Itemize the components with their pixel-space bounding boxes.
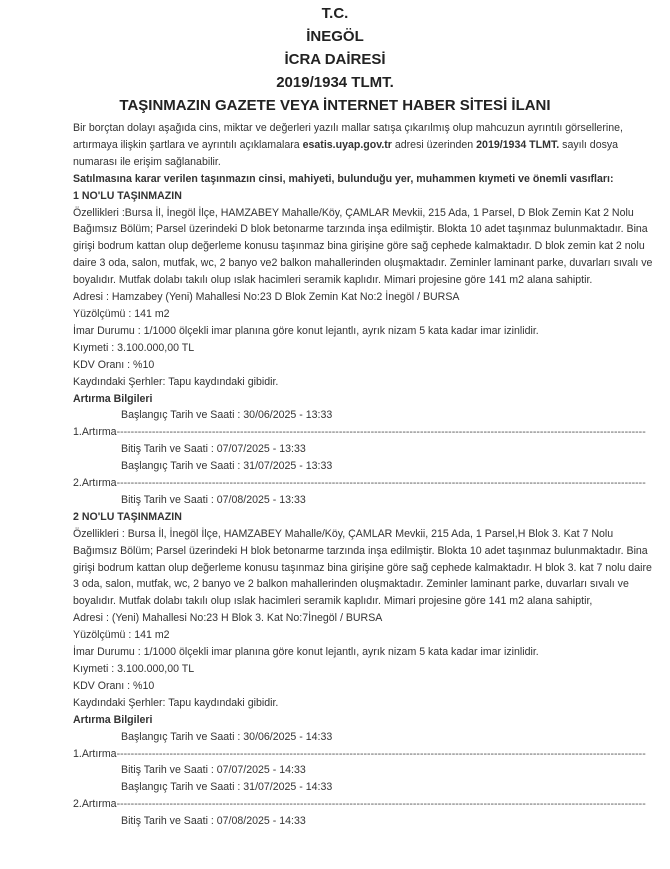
auction-2-label: 2.Artırma [73,477,117,490]
property-annotations: Kaydındaki Şerhler: Tapu kaydındaki gibidir. [73,696,279,709]
intro-text-after: sayılı dosya numarası ile erişim sağlanabilir. [73,138,619,168]
auction-1-label: 1.Artırma [73,426,117,439]
auction-2-start: Başlangıç Tarih ve Saati : 31/07/2025 - 14:33 [121,781,333,794]
auction-1-label-row [73,424,653,441]
auction-2-end: Bitiş Tarih ve Saati : 07/08/2025 - 14:33 [121,815,306,828]
header-line-icra-dairesi: İCRA DAİRESİ [284,51,386,68]
announcement-body [73,120,653,830]
dash-separator: ------------------------------------------------------------------------------------------------------------------------------------------------------ [116,426,646,439]
property-features: Özellikleri : Bursa İl, İnegöl İlçe, HAMZABEY Mahalle/Köy, ÇAMLAR Mevkii, 215 Ada, 1 Parsel,H Blok 3. Kat 7 Nolu Bağımsız Bölüm; Parsel üzerindeki H blok betonarme tarzında inşa edilmiştir. Blokta 10 adet taşınmaz bulunmaktadır. Bina girişi bodrum kattan olup değerleme konusu taşınmaz bina girişine göre sağ cephede kalmaktadır. H blok 3. kat 7 nolu daire 3 oda, salon, mutfak, wc, 2 banyo ve 2 balkon mahallerinden oluşmaktadır. Zeminler laminant parke, duvarları sıvalı ve boyalıdır. Mutfak dolabı takılı olup ıslak hacimleri seramik kaplıdır. Mimari projesine göre 141 m2 alana sahiptir, [73,527,652,608]
dash-separator: ------------------------------------------------------------------------------------------------------------------------------------------------------ [116,477,646,490]
auction-1-label: 1.Artırma [73,747,117,760]
intro-paragraph [73,120,653,171]
property-features: Özellikleri :Bursa İl, İnegöl İlçe, HAMZABEY Mahalle/Köy, ÇAMLAR Mevkii, 215 Ada, 1 Parsel, D Blok Zemin Kat 2 Nolu Bağımsız Bölüm; Parsel üzerindeki D blok betonarme tarzında inşa edilmiştir. Blokta 10 adet taşınmaz bulunmaktadır. Bina girişi bodrum kattan olup değerleme konusu taşınmaz bina girişine göre sağ cephede kalmaktadır. D blok zemin kat 2 nolu daire 3 oda, salon, mutfak, wc, 2 banyo ve2 balkon mahallerinden oluşmaktadır. Zeminler laminant parke, duvarları sıvalı ve boyalıdır. Mutfak dolabı takılı olup ıslak hacimleri seramik kaplıdır. Mimari projesine göre 141 m2 alana sahiptir. [73,206,653,287]
intro-text-mid: adresi üzerinden [394,138,474,151]
auction-info-title: Artırma Bilgileri [73,713,153,726]
property-title: 1 NO'LU TAŞINMAZIN [73,189,182,202]
property-vat: KDV Oranı : %10 [73,358,155,371]
property-address: Adresi : Hamzabey (Yeni) Mahallesi No:23 D Blok Zemin Kat No:2 İnegöl / BURSA [73,291,460,304]
auction-2-label-row [73,796,653,813]
header-file-number: 2019/1934 TLMT. [276,74,394,91]
property-zoning: İmar Durumu : 1/1000 ölçekli imar planına göre konut lejantlı, ayrık nizam 5 kata kadar imar izinlidir. [73,646,539,659]
intro-text-before: Bir borçtan dolayı aşağıda cins, miktar ve değerleri yazılı mallar satışa çıkarılmış olup mahcuzun ayrıntılı görsellerine, artırmaya ilişkin şartlara ve ayrıntılı açıklamalara [73,122,623,151]
auction-2-end: Bitiş Tarih ve Saati : 07/08/2025 - 13:33 [121,493,306,506]
intro-site-link[interactable]: esatis.uyap.gov.tr [302,138,392,151]
property-area: Yüzölçümü : 141 m2 [73,629,170,642]
property-zoning: İmar Durumu : 1/1000 ölçekli imar planına göre konut lejantlı, ayrık nizam 5 kata kadar imar izinlidir. [73,324,539,337]
auction-2-start: Başlangıç Tarih ve Saati : 31/07/2025 - 13:33 [121,460,333,473]
property-value: Kıymeti : 3.100.000,00 TL [73,663,195,675]
section-title: Satılmasına karar verilen taşınmazın cinsi, mahiyeti, bulunduğu yer, muhammen kıymeti ve önemli vasıfları: [73,172,614,185]
auction-1-start: Başlangıç Tarih ve Saati : 30/06/2025 - 14:33 [121,730,333,743]
dash-separator: ------------------------------------------------------------------------------------------------------------------------------------------------------ [116,798,646,811]
intro-file-ref: 2019/1934 TLMT. [476,138,560,151]
property-value: Kıymeti : 3.100.000,00 TL [73,341,195,354]
auction-1-end: Bitiş Tarih ve Saati : 07/07/2025 - 13:33 [121,443,306,456]
auction-2-label-row [73,475,653,492]
auction-1-end: Bitiş Tarih ve Saati : 07/07/2025 - 14:33 [121,764,306,777]
dash-separator: ------------------------------------------------------------------------------------------------------------------------------------------------------ [116,747,646,760]
property-block-2 [73,509,653,830]
page-title: TAŞINMAZIN GAZETE VEYA İNTERNET HABER SİTESİ İLANI [119,97,551,114]
property-area: Yüzölçümü : 141 m2 [73,307,170,320]
property-annotations: Kaydındaki Şerhler: Tapu kaydındaki gibidir. [73,375,279,388]
header-line-tc: T.C. [321,5,349,22]
property-address: Adresi : (Yeni) Mahallesi No:23 H Blok 3. Kat No:7İnegöl / BURSA [73,612,383,625]
property-title: 2 NO'LU TAŞINMAZIN [73,510,182,523]
property-vat: KDV Oranı : %10 [73,679,155,692]
auction-2-label: 2.Artırma [73,798,117,811]
header-line-inegol: İNEGÖL [306,28,364,45]
auction-1-start: Başlangıç Tarih ve Saati : 30/06/2025 - 13:33 [121,409,333,422]
auction-info-title: Artırma Bilgileri [73,392,153,405]
property-block-1 [73,188,653,509]
auction-1-label-row [73,746,653,763]
